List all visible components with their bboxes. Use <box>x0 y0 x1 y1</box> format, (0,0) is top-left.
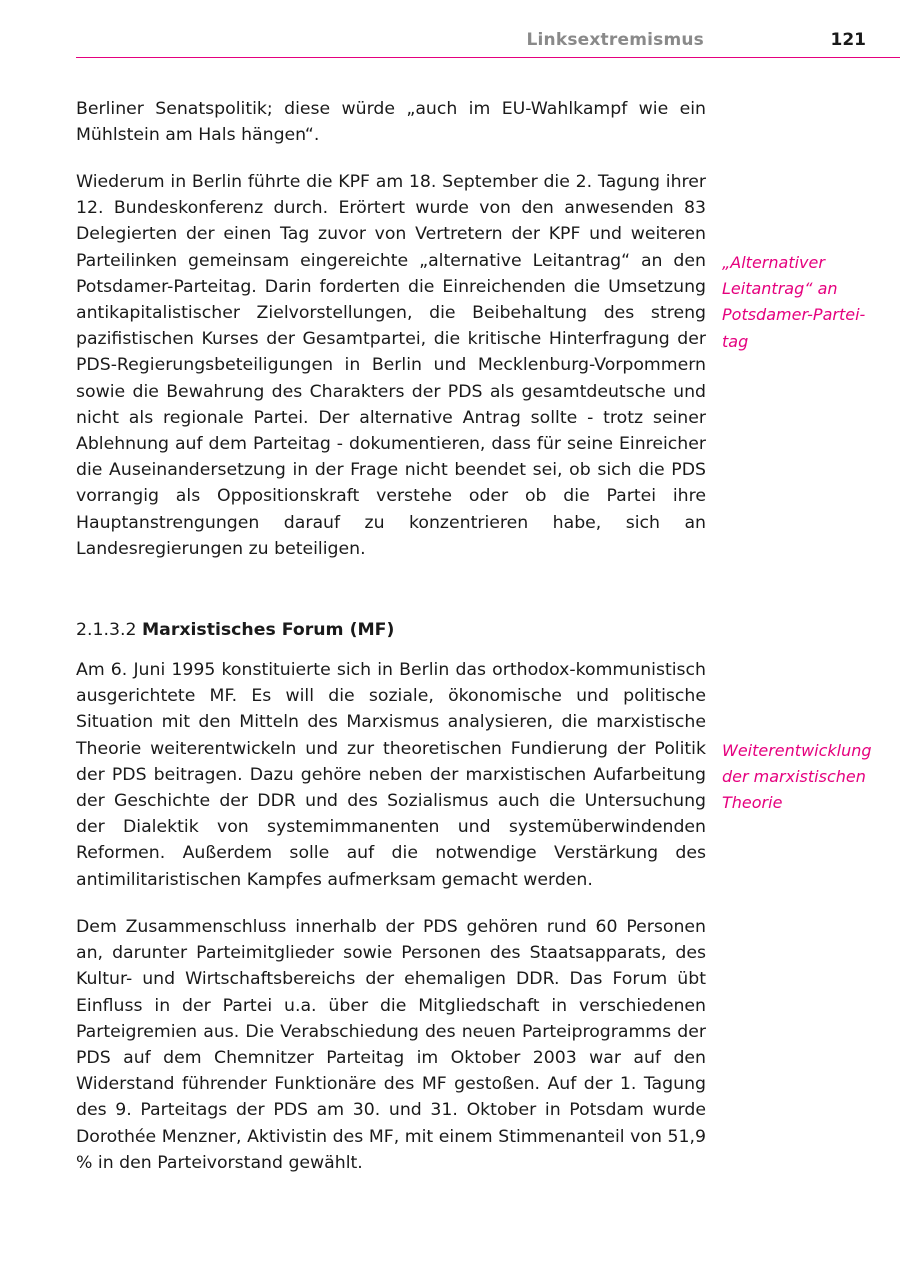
running-header <box>76 28 900 58</box>
body-paragraph: Berliner Senatspolitik; diese würde „auch im EU-Wahlkampf wie ein Mühlstein am Hals hängen“. <box>76 99 706 146</box>
section-title: Marxistisches Forum (MF) <box>141 620 395 640</box>
margin-note <box>722 250 894 355</box>
margin-note-line: Theorie <box>722 793 783 813</box>
body-paragraph: Am 6. Juni 1995 konstituierte sich in Berlin das orthodox-kommunistisch ausgerichtete MF. Es will die soziale, ökonomische und politische Situation mit den Mitteln des Marxismus analysieren, die marxistische Theorie weiterentwickeln und zur theoretischen Fundierung der Politik der PDS beitragen. Dazu gehöre neben der marxistischen Aufarbeitung der Geschichte der DDR und des Sozialismus auch die Untersuchung der Dialektik von systemimmanenten und systemüberwindenden Reformen. Außerdem solle auf die notwendige Verstärkung des antimilitaristischen Kampfes aufmerksam gemacht werden. <box>76 660 706 890</box>
margin-note-line: Potsdamer-Partei- <box>722 305 866 325</box>
section-number: 2.1.3.2 <box>76 620 137 640</box>
body-paragraph: Dem Zusammenschluss innerhalb der PDS gehören rund 60 Personen an, darunter Parteimitglieder sowie Personen des Staatsapparats, des Kultur- und Wirtschaftsbereichs der ehemaligen DDR. Das Forum übt Einfluss in der Partei u.a. über die Mitgliedschaft in verschiedenen Parteigremien aus. Die Verabschiedung des neuen Parteiprogramms der PDS auf dem Chemnitzer Parteitag im Oktober 2003 war auf den Widerstand führender Funktionäre des MF gestoßen. Auf der 1. Tagung des 9. Parteitags der PDS am 30. und 31. Oktober in Potsdam wurde Dorothée Menzner, Aktivistin des MF, mit einem Stimmenanteil von 51,9 % in den Parteivorstand gewählt. <box>76 917 706 1173</box>
page-number: 121 <box>830 30 866 50</box>
margin-note-line: der marxistischen <box>722 767 866 787</box>
margin-note-line: Leitantrag“ an <box>722 279 838 299</box>
margin-note <box>722 738 894 817</box>
margin-note-line: „Alternativer <box>722 253 825 272</box>
body-paragraph: Wiederum in Berlin führte die KPF am 18. September die 2. Tagung ihrer 12. Bundeskonferenz durch. Erörtert wurde von den anwesenden 83 Delegierten der einen Tag zuvor von Vertretern der KPF und weiteren Parteilinken gemeinsam eingereichte „alternative Leitantrag“ an den Potsdamer-Parteitag. Darin forderten die Einreichenden die Umsetzung antikapitalistischer Zielvorstellungen, die Beibehaltung des streng pazifistischen Kurses der Gesamtpartei, die kritische Hinterfragung der PDS-Regierungsbeteiligungen in Berlin und Mecklenburg-Vorpommern sowie die Bewahrung des Charakters der PDS als gesamtdeutsche und nicht als regionale Partei. Der alternative Antrag sollte - trotz seiner Ablehnung auf dem Parteitag - dokumentieren, dass für seine Einreicher die Auseinandersetzung in der Frage nicht beendet sei, ob sich die PDS vorrangig als Oppositionskraft verstehe oder ob die Partei ihre Hauptanstrengungen darauf zu konzentrieren habe, sich an Landesregierungen zu beteiligen. <box>76 172 706 559</box>
margin-note-line: Weiterentwicklung <box>722 741 872 760</box>
section-heading <box>76 617 394 643</box>
margin-note-line: tag <box>722 331 749 351</box>
header-divider <box>76 57 900 58</box>
running-header-title: Linksextremismus <box>526 30 704 50</box>
